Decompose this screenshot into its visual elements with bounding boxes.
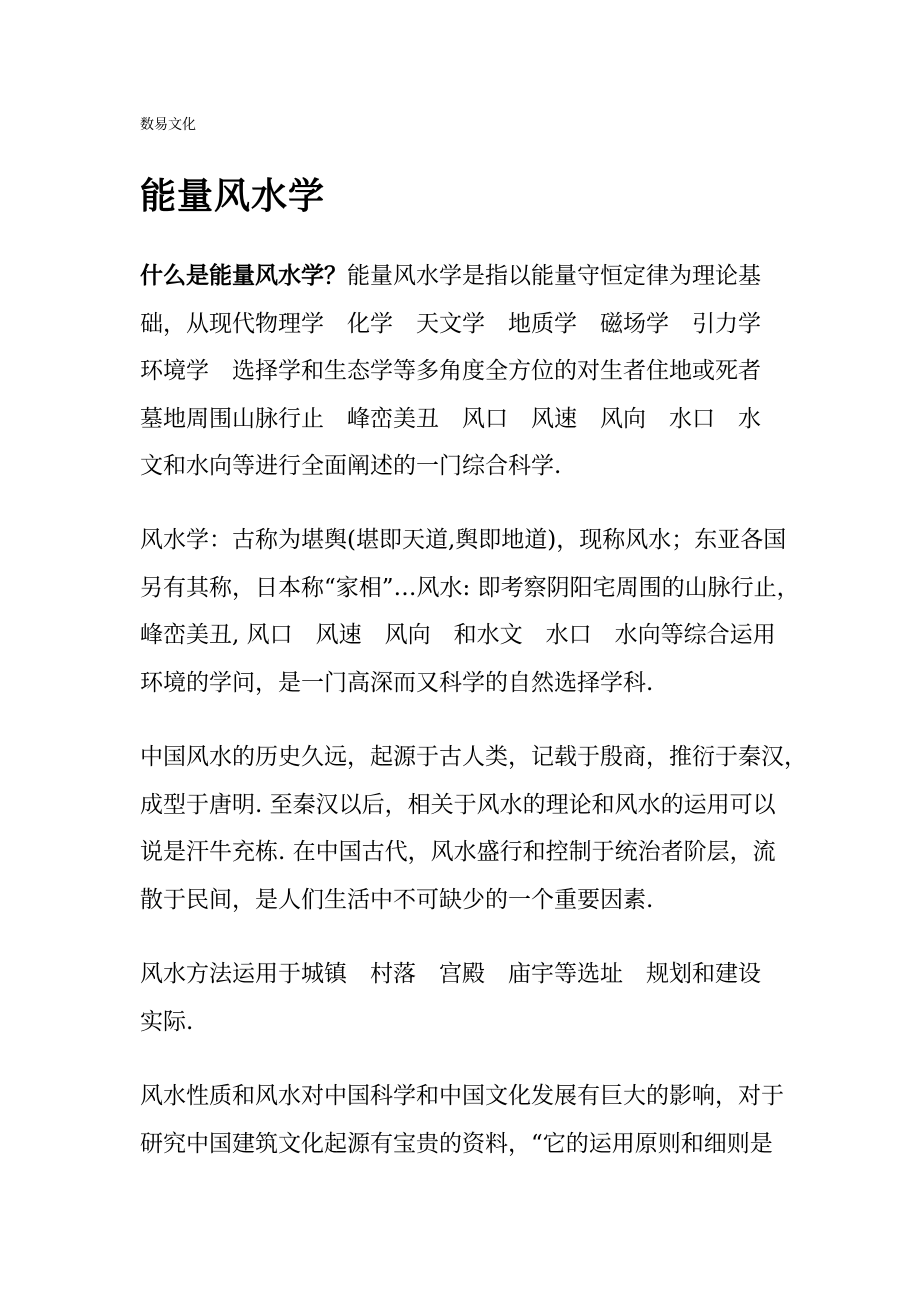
paragraph-line: 风水性质和风水对中国科学和中国文化发展有巨大的影响，对于 — [140, 1083, 784, 1109]
paragraph-definition — [140, 253, 785, 491]
paragraph-line: 实际. — [140, 1008, 194, 1035]
paragraph-line: 成型于唐明. 至秦汉以后，相关于风水的理论和风水的运用可以 — [140, 791, 776, 818]
paragraph-line: 础，从现代物理学 化学 天文学 地质学 磁场学 引力学 — [140, 310, 761, 337]
paragraph-line: 风水学：古称为堪舆(堪即天道,舆即地道)，现称风水；东亚各国 — [140, 527, 787, 553]
paragraph-line: 散于民间，是人们生活中不可缺少的一个重要因素. — [140, 886, 654, 913]
paragraph-line: 峰峦美丑, 风口 风速 风向 和水文 水口 水向等综合运用 — [140, 622, 776, 648]
paragraph-lead: 什么是能量风水学？ — [140, 263, 347, 289]
paragraph-line: 环境学 选择学和生态学等多角度全方位的对生者住地或死者 — [140, 358, 761, 384]
paragraph-line: 说是汗牛充栋. 在中国古代，风水盛行和控制于统治者阶层，流 — [140, 839, 776, 865]
paragraph-line: 墓地周围山脉行止 峰峦美丑 风口 风速 风向 水口 水 — [140, 405, 761, 432]
paragraph-line: 风水方法运用于城镇 村落 宫殿 庙宇等选址 规划和建设 — [140, 961, 761, 987]
paragraph-history — [140, 734, 807, 924]
paragraph-line: 文和水向等进行全面阐述的一门综合科学. — [140, 453, 562, 479]
paragraph-line: 研究中国建筑文化起源有宝贵的资料，“它的运用原则和细则是 — [140, 1130, 773, 1157]
paragraph-fengshui — [140, 517, 800, 707]
document-header: 数易文化 — [140, 117, 196, 133]
paragraph-application — [140, 951, 785, 1046]
paragraph-line: 环境的学问，是一门高深而又科学的自然选择学科. — [140, 669, 654, 696]
paragraph-line: 中国风水的历史久远，起源于古人类，记载于殷商，推衍于秦汉， — [140, 744, 807, 770]
paragraph-line: 什么是能量风水学？能量风水学是指以能量守恒定律为理论基 — [140, 263, 761, 289]
document-title: 能量风水学 — [140, 176, 326, 217]
paragraph-line: 另有其称，日本称“家相”…风水: 即考察阴阳宅周围的山脉行止， — [140, 574, 800, 601]
paragraph-influence — [140, 1073, 785, 1168]
